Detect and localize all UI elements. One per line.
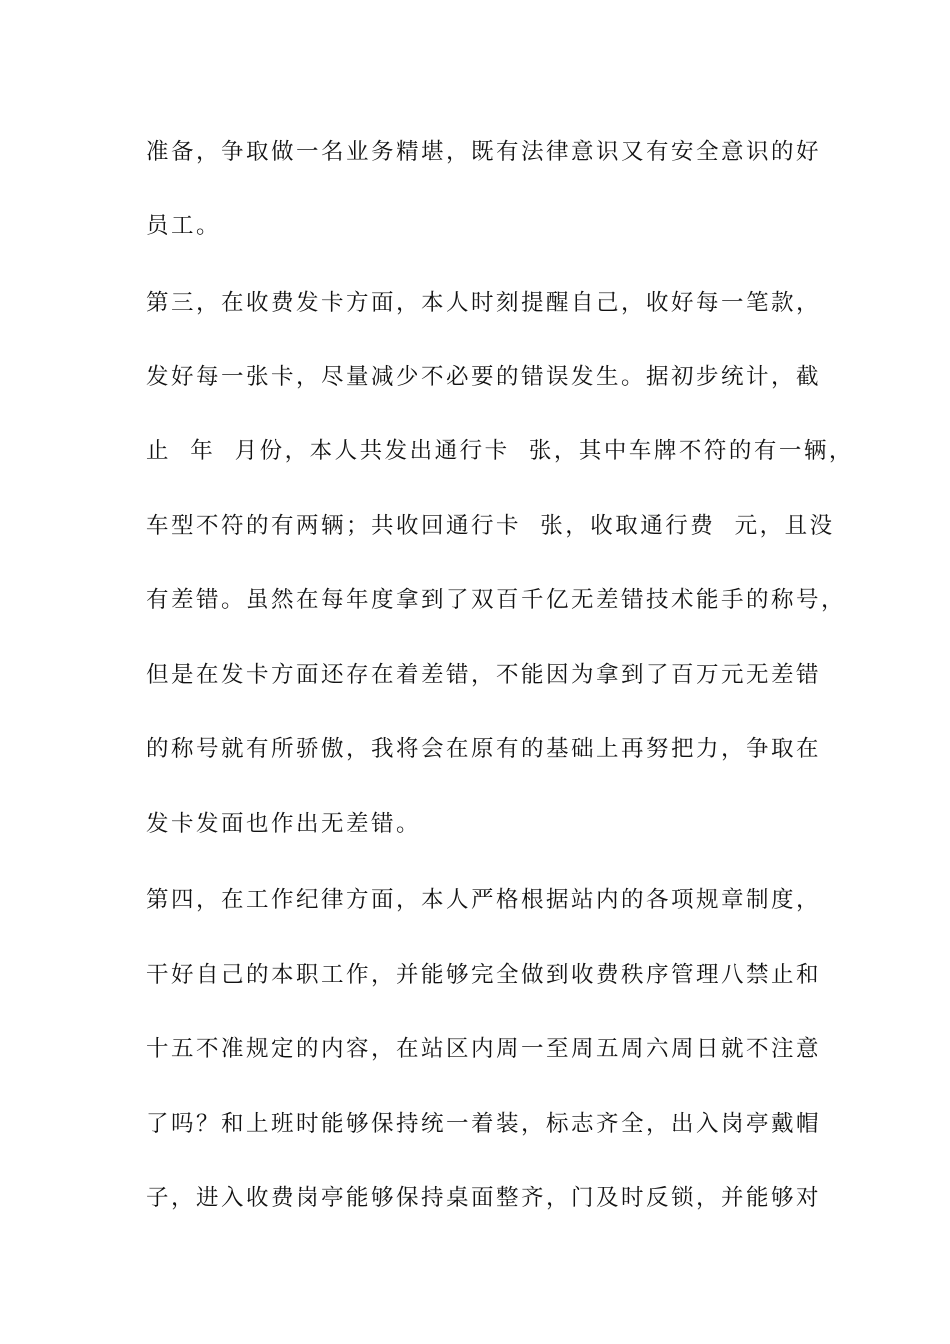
text-line: 车型不符的有两辆；共收回通行卡 张，收取通行费 元，且没 bbox=[146, 513, 835, 539]
text-line: 了吗？和上班时能够保持统一着装，标志齐全，出入岗亭戴帽 bbox=[146, 1111, 822, 1137]
text-line: 的称号就有所骄傲，我将会在原有的基础上再努把力，争取在 bbox=[146, 736, 822, 762]
text-line: 发卡发面也作出无差错。 bbox=[146, 811, 422, 837]
text-line: 第三，在收费发卡方面，本人时刻提醒自己，收好每一笔款， bbox=[146, 290, 822, 316]
text-line: 发好每一张卡，尽量减少不必要的错误发生。据初步统计，截 bbox=[146, 364, 822, 390]
text-line: 子，进入收费岗亭能够保持桌面整齐，门及时反锁，并能够对 bbox=[146, 1185, 822, 1211]
text-line: 有差错。虽然在每年度拿到了双百千亿无差错技术能手的称号， bbox=[146, 587, 847, 613]
text-line: 止 年 月份，本人共发出通行卡 张，其中车牌不符的有一辆， bbox=[146, 438, 854, 464]
text-line: 十五不准规定的内容，在站区内周一至周五周六周日就不注意 bbox=[146, 1036, 822, 1062]
text-line: 准备，争取做一名业务精堪，既有法律意识又有安全意识的好 bbox=[146, 139, 822, 165]
text-line: 员工。 bbox=[146, 213, 222, 239]
text-line: 干好自己的本职工作，并能够完全做到收费秩序管理八禁止和 bbox=[146, 962, 822, 988]
text-line: 但是在发卡方面还存在着差错，不能因为拿到了百万元无差错 bbox=[146, 662, 822, 688]
text-line: 第四，在工作纪律方面，本人严格根据站内的各项规章制度， bbox=[146, 887, 822, 913]
